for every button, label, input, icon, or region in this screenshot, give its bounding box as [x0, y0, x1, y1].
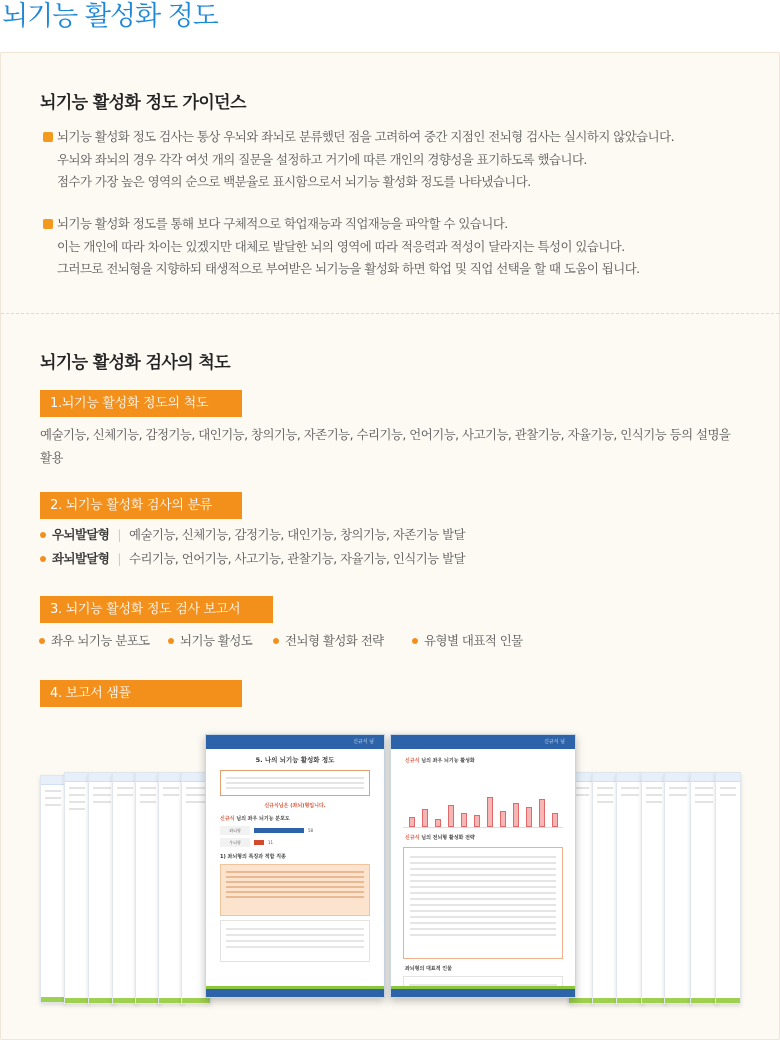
sheet-chart-title: [220, 815, 370, 822]
chart-title-rest: 님의 좌우 뇌기능 분포도: [234, 816, 290, 822]
report-item-label: 뇌기능 활성도: [180, 633, 253, 648]
guidance-line: 뇌기능 활성화 정도 검사는 통상 우뇌와 좌뇌로 분류했던 점을 고려하여 중간 지점인 전뇌형 검사는 실시하지 않았습니다.: [57, 129, 675, 144]
sample-mini-page: [664, 772, 692, 1004]
bar-value: 11: [268, 840, 274, 845]
sample-chart-bar: [422, 809, 428, 827]
guidance-line: 그러므로 전뇌형을 지향하되 태생적으로 부여받은 뇌기능을 활성화 하면 학업 및 직업 선택을 할 때 도움이 됩니다.: [57, 261, 640, 276]
sample-chart-bar: [526, 807, 532, 827]
sample-chart-bar: [500, 811, 506, 827]
chart-title-rest: 님의 좌우 뇌기능 활성화: [419, 758, 475, 764]
report-item: [412, 631, 523, 651]
guidance-paragraph-1: [43, 126, 674, 194]
sample-chart-bar: [539, 799, 545, 827]
dot-icon: [39, 638, 45, 644]
bar-label: 우뇌형: [220, 838, 250, 847]
guidance-heading: 뇌기능 활성화 정도 가이던스: [40, 93, 246, 113]
guidance-line: 이는 개인에 따라 차이는 있겠지만 대체로 발달한 뇌의 영역에 따라 적응력과 적성이 달라지는 특성이 있습니다.: [57, 238, 625, 254]
bar-value: 58: [308, 828, 314, 833]
scale-badge-2: 2. 뇌기능 활성화 검사의 분류: [40, 492, 242, 519]
sample-mini-page: [715, 772, 741, 1004]
sample-mini-page: [40, 775, 66, 1003]
section-divider: [1, 313, 779, 314]
sample-chart-bar: [474, 815, 480, 827]
classification-items: 수리기능, 언어기능, 사고기능, 관찰기능, 자율기능, 인식기능 발달: [129, 551, 466, 566]
scale-badge-3: 3. 뇌기능 활성화 정도 검사 보고서: [40, 596, 273, 623]
strategy-title-rest: 님의 전뇌형 활성화 전략: [419, 835, 475, 841]
sheet-section-title: 1) 좌뇌형의 특징과 적합 직종: [220, 854, 286, 860]
dot-icon: [412, 638, 418, 644]
sample-chart-bar: [435, 819, 441, 827]
sheet-footer: [391, 989, 575, 997]
bullet-square-icon: [43, 219, 53, 229]
sheet-strategy-title: [405, 834, 561, 841]
sheet-footer: [206, 989, 384, 997]
result-prefix: 신규식님은 (: [264, 803, 293, 809]
guidance-line: 우뇌와 좌뇌의 경우 각각 여섯 개의 질문을 설정하고 거기에 따른 개인의 경향성을 표기하도록 했습니다.: [57, 151, 587, 167]
sample-chart-bar: [461, 813, 467, 827]
report-sample-collage: [0, 730, 780, 1020]
bullet-square-icon: [43, 132, 53, 142]
sample-chart-bar: [409, 817, 415, 827]
scale-heading: 뇌기능 활성화 검사의 척도: [40, 353, 230, 373]
sheet-bar-chart: [220, 826, 370, 847]
bar-row: [220, 838, 370, 847]
dot-icon: [273, 638, 279, 644]
sheet-activation-chart: [403, 770, 563, 828]
report-item: [39, 631, 150, 651]
classification-name: 우뇌발달형: [52, 527, 110, 542]
strategy-title-name: 신규식: [405, 835, 420, 841]
sample-sheet-distribution: [205, 734, 385, 998]
separator: |: [117, 527, 122, 542]
report-item: [168, 631, 252, 651]
sheet-header-label: 신규식 님: [544, 739, 565, 745]
sheet-header-label: 신규식 님: [353, 739, 374, 745]
sample-chart-bar: [552, 813, 558, 827]
sample-chart-bar: [448, 805, 454, 827]
sheet-intro-box: [220, 770, 370, 796]
sample-chart-bar: [487, 797, 493, 827]
guidance-line: 뇌기능 활성화 정도를 통해 보다 구체적으로 학업재능과 직업재능을 파악할 수 있습니다.: [57, 216, 508, 231]
scale-badge-4: 4. 보고서 샘플: [40, 680, 242, 707]
report-items: [39, 631, 739, 651]
dot-icon: [168, 638, 174, 644]
sheet-feature-box: [220, 864, 370, 916]
sample-mini-page: [64, 772, 90, 1004]
page-title: 뇌기능 활성화 정도: [2, 1, 218, 32]
sheet-chart-title: [405, 757, 561, 764]
report-item-label: 좌우 뇌기능 분포도: [51, 633, 150, 648]
dot-icon: [40, 556, 46, 562]
bar-row: [220, 826, 370, 835]
sample-chart-bar: [513, 803, 519, 827]
classification-items: 예술기능, 신체기능, 감정기능, 대인기능, 창의기능, 자존기능 발달: [129, 527, 466, 542]
sheet-title: 5. 나의 뇌기능 활성화 정도: [255, 756, 335, 764]
result-highlight: 좌뇌: [292, 803, 303, 809]
scale-description: 예술기능, 신체기능, 감정기능, 대인기능, 창의기능, 자존기능, 수리기능, 언어기능, 사고기능, 관찰기능, 자율기능, 인식기능 등의 설명을 활용: [40, 427, 731, 465]
chart-title-name: 신규식: [220, 816, 235, 822]
sample-mini-page: [616, 772, 644, 1004]
sheet-strategy-box: [403, 847, 563, 959]
classification-right-brain: [40, 525, 465, 545]
report-item-label: 유형별 대표적 인물: [424, 633, 523, 648]
sample-mini-page: [690, 772, 718, 1004]
report-item: [273, 631, 384, 651]
guidance-line: 점수가 가장 높은 영역의 순으로 백분율로 표시함으로서 뇌기능 활성화 정도를 나타냈습니다.: [57, 174, 531, 189]
sample-mini-page: [592, 772, 618, 1004]
sheet-people-title: 좌뇌형의 대표적 인물: [405, 966, 452, 972]
sheet-job-table: [220, 920, 370, 962]
sheet-header: [391, 735, 575, 749]
guidance-paragraph-2: [43, 213, 640, 281]
bar-fill: [254, 840, 264, 845]
dot-icon: [40, 532, 46, 538]
sample-sheet-activation: [390, 734, 576, 998]
bar-label: 좌뇌형: [220, 826, 250, 835]
classification-name: 좌뇌발달형: [52, 551, 110, 566]
result-suffix: )형입니다.: [302, 803, 326, 809]
sheet-header: [206, 735, 384, 749]
chart-title-name: 신규식: [405, 758, 420, 764]
sheet-result: [220, 802, 370, 809]
bar-fill: [254, 828, 304, 833]
classification-left-brain: [40, 549, 465, 569]
report-item-label: 전뇌형 활성화 전략: [285, 633, 384, 648]
scale-badge-1: 1.뇌기능 활성화 정도의 척도: [40, 390, 242, 417]
separator: |: [117, 551, 122, 566]
